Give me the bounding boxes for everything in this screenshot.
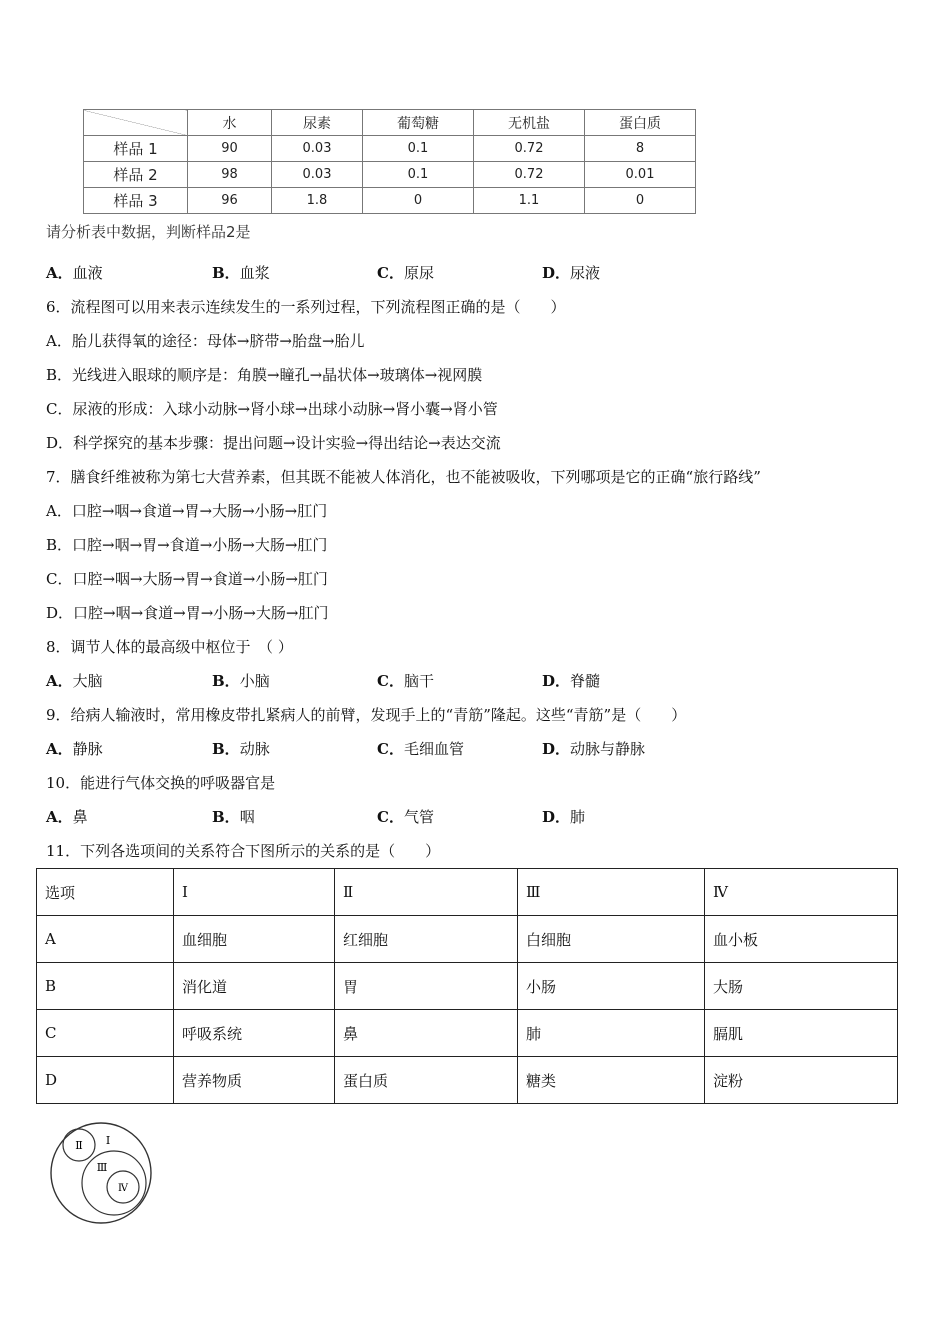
table-cell: 0.03 — [272, 162, 363, 188]
table-cell: 胃 — [335, 963, 518, 1010]
table-cell: 0.03 — [272, 136, 363, 162]
q6-stem: 6．流程图可以用来表示连续发生的一系列过程，下列流程图正确的是（ ） — [46, 298, 566, 316]
table-cell: A — [37, 916, 174, 963]
table-cell: 1.1 — [474, 188, 585, 214]
table-cell: 糖类 — [518, 1057, 705, 1104]
table-cell: D — [37, 1057, 174, 1104]
option-d[interactable]: D．动脉与静脉 — [542, 740, 646, 758]
q6-option-b[interactable]: B．光线进入眼球的顺序是：角膜→瞳孔→晶状体→玻璃体→视网膜 — [46, 366, 483, 384]
table-cell: 0 — [585, 188, 696, 214]
row-label: 样品 3 — [84, 188, 188, 214]
option-b[interactable]: B．小脑 — [212, 672, 270, 690]
q7-option-d[interactable]: D．口腔→咽→食道→胃→小肠→大肠→肛门 — [46, 604, 329, 622]
label-III: Ⅲ — [96, 1161, 108, 1174]
header-cell: 选项 — [37, 869, 174, 916]
header-cell: 无机盐 — [474, 110, 585, 136]
table-cell: 0.72 — [474, 162, 585, 188]
option-c[interactable]: C．毛细血管 — [377, 740, 464, 758]
option-c[interactable]: C．气管 — [377, 808, 434, 826]
option-d[interactable]: D．脊髓 — [542, 672, 601, 690]
table-row — [84, 188, 696, 214]
option-a[interactable]: A．血液 — [46, 264, 103, 282]
table-cell: 消化道 — [174, 963, 335, 1010]
header-cell: 蛋白质 — [585, 110, 696, 136]
q6-option-a[interactable]: A．胎儿获得氧的途径：母体→脐带→胎盘→胎儿 — [46, 332, 365, 350]
table-row — [37, 963, 898, 1010]
table-cell: 呼吸系统 — [174, 1010, 335, 1057]
table-cell: C — [37, 1010, 174, 1057]
header-cell: 尿素 — [272, 110, 363, 136]
sample-data-table — [83, 109, 696, 214]
q9-stem: 9．给病人输液时，常用橡皮带扎紧病人的前臂，发现手上的“青筋”隆起。这些“青筋”是（ ） — [46, 706, 687, 724]
table-cell: 淀粉 — [705, 1057, 898, 1104]
nested-circles-diagram — [48, 1122, 158, 1224]
table-cell: 鼻 — [335, 1010, 518, 1057]
table-cell: 90 — [188, 136, 272, 162]
table-caption: 请分析表中数据，判断样品2是 — [46, 223, 251, 241]
q8-stem: 8．调节人体的最高级中枢位于 （ ） — [46, 638, 293, 656]
header-cell: Ⅰ — [174, 869, 335, 916]
table-cell: 96 — [188, 188, 272, 214]
row-label: 样品 2 — [84, 162, 188, 188]
table-row — [84, 136, 696, 162]
table-cell: 膈肌 — [705, 1010, 898, 1057]
q7-option-a[interactable]: A．口腔→咽→食道→胃→大肠→小肠→肛门 — [46, 502, 328, 520]
relation-table — [36, 868, 898, 1104]
header-cell: Ⅱ — [335, 869, 518, 916]
option-b[interactable]: B．动脉 — [212, 740, 270, 758]
circle-III — [82, 1151, 146, 1215]
header-cell: 水 — [188, 110, 272, 136]
option-b[interactable]: B．咽 — [212, 808, 255, 826]
option-c[interactable]: C．脑干 — [377, 672, 434, 690]
table-cell: B — [37, 963, 174, 1010]
table-cell: 白细胞 — [518, 916, 705, 963]
header-cell: Ⅳ — [705, 869, 898, 916]
table-row — [37, 1057, 898, 1104]
table-cell: 0.01 — [585, 162, 696, 188]
row-label: 样品 1 — [84, 136, 188, 162]
table-cell: 营养物质 — [174, 1057, 335, 1104]
table-cell: 1.8 — [272, 188, 363, 214]
option-b[interactable]: B．血浆 — [212, 264, 270, 282]
option-a[interactable]: A．静脉 — [46, 740, 103, 758]
table-cell: 98 — [188, 162, 272, 188]
option-d[interactable]: D．尿液 — [542, 264, 601, 282]
q11-stem: 11．下列各选项间的关系符合下图所示的关系的是（ ） — [46, 842, 441, 860]
label-II: Ⅱ — [75, 1139, 83, 1152]
table-header-row — [84, 110, 696, 136]
header-cell: Ⅲ — [518, 869, 705, 916]
q6-option-c[interactable]: C．尿液的形成：入球小动脉→肾小球→出球小动脉→肾小囊→肾小管 — [46, 400, 498, 418]
table-row — [37, 1010, 898, 1057]
option-d[interactable]: D．肺 — [542, 808, 586, 826]
q7-option-c[interactable]: C．口腔→咽→大肠→胃→食道→小肠→肛门 — [46, 570, 328, 588]
table-cell: 8 — [585, 136, 696, 162]
table-cell: 大肠 — [705, 963, 898, 1010]
option-a[interactable]: A．大脑 — [46, 672, 103, 690]
table-row — [37, 916, 898, 963]
table-row — [84, 162, 696, 188]
q7-option-b[interactable]: B．口腔→咽→胃→食道→小肠→大肠→肛门 — [46, 536, 328, 554]
table-cell: 红细胞 — [335, 916, 518, 963]
table-cell: 血小板 — [705, 916, 898, 963]
table-cell: 肺 — [518, 1010, 705, 1057]
diagonal-header-cell — [84, 110, 188, 136]
table-cell: 血细胞 — [174, 916, 335, 963]
table-cell: 0 — [363, 188, 474, 214]
table-cell: 0.72 — [474, 136, 585, 162]
table-cell: 0.1 — [363, 162, 474, 188]
q10-stem: 10．能进行气体交换的呼吸器官是 — [46, 774, 276, 792]
label-IV: Ⅳ — [118, 1183, 128, 1194]
table-cell: 小肠 — [518, 963, 705, 1010]
table-header-row — [37, 869, 898, 916]
label-I: Ⅰ — [105, 1134, 111, 1147]
option-c[interactable]: C．原尿 — [377, 264, 434, 282]
q7-stem: 7．膳食纤维被称为第七大营养素，但其既不能被人体消化，也不能被吸收，下列哪项是它的正确“旅行路线” — [46, 468, 761, 486]
header-cell: 葡萄糖 — [363, 110, 474, 136]
table-cell: 0.1 — [363, 136, 474, 162]
table-cell: 蛋白质 — [335, 1057, 518, 1104]
q6-option-d[interactable]: D．科学探究的基本步骤：提出问题→设计实验→得出结论→表达交流 — [46, 434, 501, 452]
option-a[interactable]: A．鼻 — [46, 808, 88, 826]
